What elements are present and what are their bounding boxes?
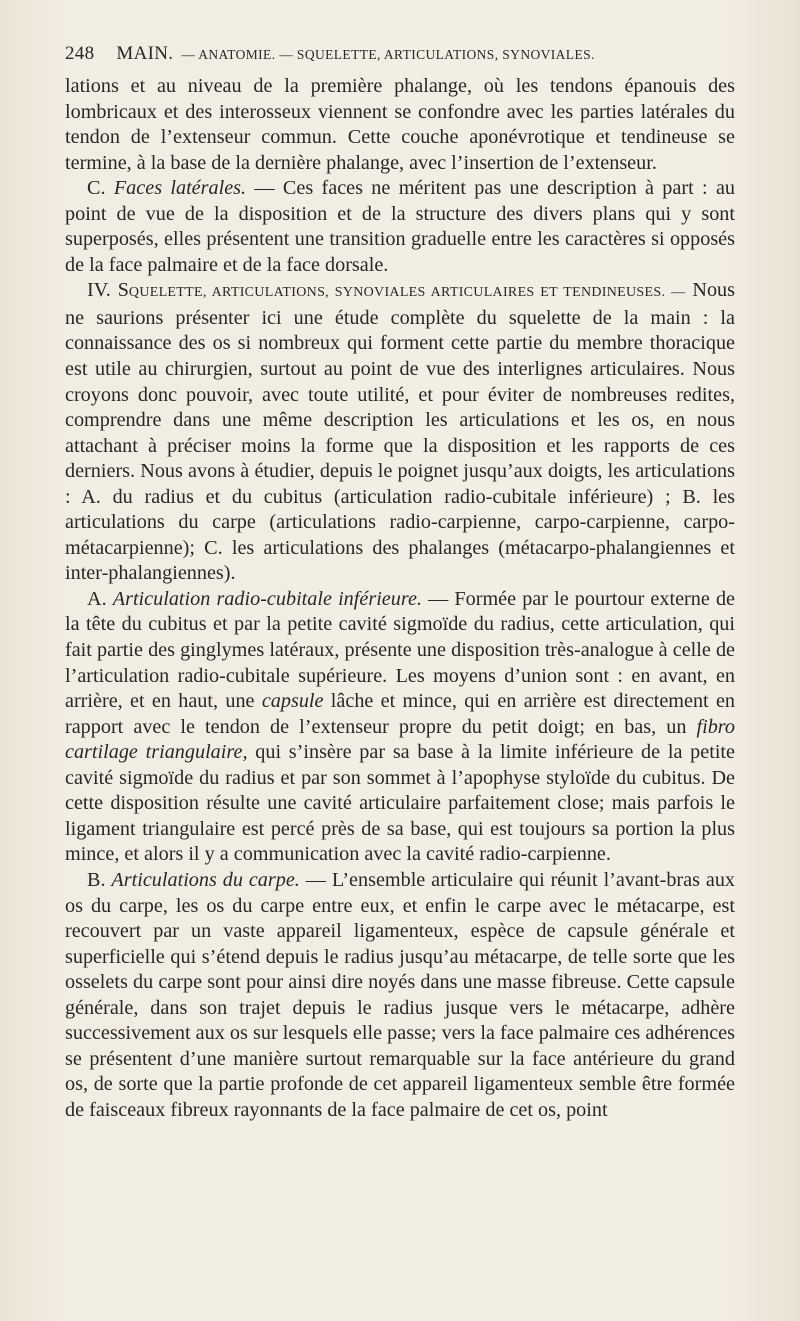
section-title: Articulations du carpe.: [111, 868, 300, 891]
paragraph-continuation: lations et au niveau de la première phalange, où les tendons épanouis des lombricaux et des interosseux viennent se confondre avec les parties latérales du tendon de l’extenseur commun. Cette couche aponévrotique et tendineuse se termine, à la base de la dernière phalange, avec l’insertion de l’extenseur.: [65, 75, 735, 174]
paragraph-radio-cubitale: [65, 587, 735, 868]
term-capsule: capsule: [261, 690, 324, 713]
paragraph-body: lâche et mince, qui en arrière est directement en rapport avec le tendon de l’extenseur propre du petit doigt; en bas, un: [65, 690, 736, 738]
paragraph-carpe: [65, 868, 735, 1123]
header-section: MAIN.: [116, 43, 174, 64]
section-title: Faces latérales.: [113, 177, 247, 200]
paragraph-squelette: [65, 278, 735, 587]
page-number: 248: [65, 43, 95, 64]
running-header: [65, 41, 735, 68]
term-fibro-cartilage: fibro cartilage triangulaire,: [65, 715, 736, 764]
section-label: A.: [87, 587, 107, 610]
paragraph-body: — L’ensemble articulaire qui réunit l’avant-bras aux os du carpe, les os du carpe entre eux, et enfin le carpe avec le métacarpe, est recouvert par un vaste appareil ligamenteux, espèce de capsule générale et superficielle qui s’étend depuis le radius jusqu’au métacarpe, de telle sorte que les osselets du carpe sont pour ainsi dire noyés dans une masse fibreuse. Cette capsule générale, dans son trajet depuis le radius jusque vers le métacarpe, adhère successivement aux os sur lesquels elle passe; vers la face palmaire ces adhérences se présentent d’une manière surtout remarquable sur la face antérieure du grand os, de sorte que la partie profonde de cet appareil ligamenteux semble être formée de faisceaux fibreux rayonnants de la face palmaire de cet os, point: [65, 868, 736, 1121]
section-label: IV.: [87, 279, 111, 302]
header-subtitle: — ANATOMIE. — SQUELETTE, ARTICULATIONS, SYNOVIALES.: [181, 47, 595, 62]
paragraph-body: Nous ne saurions présenter ici une étude complète du squelette de la main : la connaissance des os si nombreux qui forment cette partie du membre thoracique est utile au chirurgien, surtout au point de vue des interlignes articulaires. Nous croyons donc pouvoir, avec toute utilité, et pour éviter de nombreuses redites, comprendre dans une même description les articulations et les os, en nous attachant à préciser moins la forme que la disposition et les rapports de ces derniers. Nous avons à étudier, depuis le poignet jusqu’aux doigts, les articulations : A. du radius et du cubitus (articulation radio-cubitale inférieure) ; B. les articulations du carpe (articulations radio-carpienne, carpo-carpienne, carpo-métacarpienne); C. les articulations des phalanges (métacarpo-phalangiennes et inter-phalangiennes).: [65, 279, 735, 585]
paragraph-faces-laterales: [65, 176, 735, 278]
section-title: Articulation radio-cubitale inférieure.: [112, 587, 422, 610]
paragraph-body: — Formée par le pourtour externe de la tête du cubitus et par la petite cavité sigmoïde du radius, cette articulation, qui fait partie des ginglymes latéraux, présente une disposition très-analogue à celle de l’articulation radio-cubitale supérieure. Les moyens d’union sont : en avant, en arrière, et en haut, une: [65, 587, 736, 713]
paragraph-body: — Ces faces ne méritent pas une description à part : au point de vue de la disposition et de la structure des divers plans qui y sont superposés, elles présentent une transition graduelle entre les caractères si opposés de la face palmaire et de la face dorsale.: [65, 177, 736, 276]
section-label: B.: [87, 868, 106, 891]
section-label: C.: [87, 177, 106, 200]
paragraph-body: qui s’insère par sa base à la limite inférieure de la petite cavité sigmoïde du radius et par son sommet à l’apophyse styloïde du cubitus. De cette disposition résulte une cavité articulaire parfaitement close; mais parfois le ligament triangulaire est percé près de sa base, qui est toujours sa portion la plus mince, et alors il y a communication avec la cavité radio-carpienne.: [65, 741, 735, 866]
body-text: [65, 74, 735, 1123]
section-heading: SQUELETTE, ARTICULATIONS, SYNOVIALES ARTICULAIRES ET TENDINEUSES. —: [117, 279, 686, 302]
